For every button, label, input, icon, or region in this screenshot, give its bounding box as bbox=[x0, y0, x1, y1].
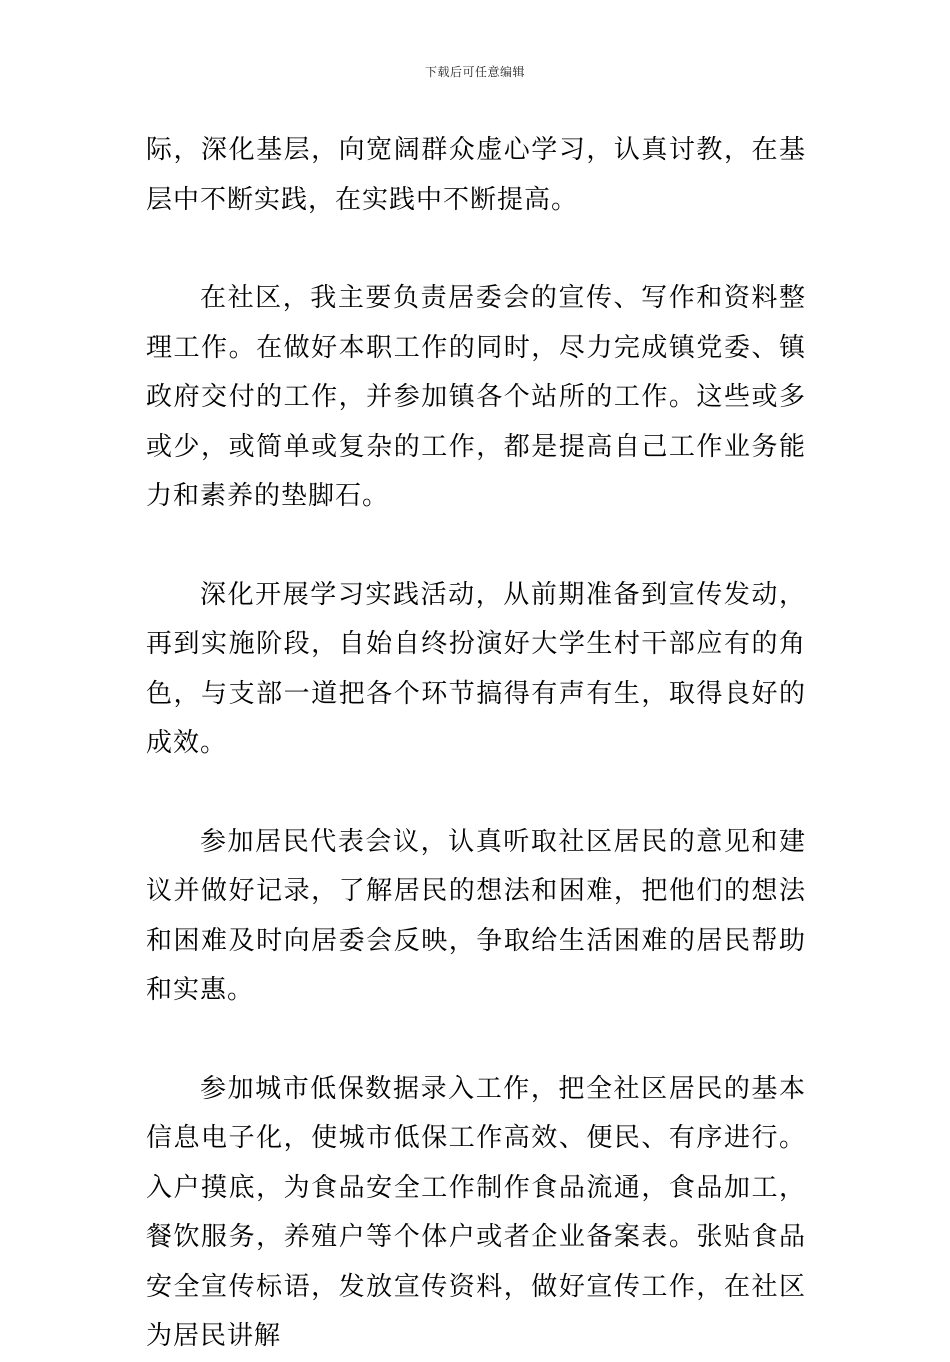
paragraph-continuation: 际，深化基层，向宽阔群众虚心学习，认真讨教，在基层中不断实践，在实践中不断提高。 bbox=[146, 135, 806, 215]
paragraph: 参加居民代表会议，认真听取社区居民的意见和建议并做好记录，了解居民的想法和困难，把他们的想法和困难及时向居委会反映，争取给生活困难的居民帮助和实惠。 bbox=[146, 826, 806, 1005]
paragraph: 深化开展学习实践活动，从前期准备到宣传发动，再到实施阶段，自始自终扮演好大学生村干部应有的角色，与支部一道把各个环节搞得有声有生，取得良好的成效。 bbox=[146, 579, 806, 758]
paragraph: 参加城市低保数据录入工作，把全社区居民的基本信息电子化，使城市低保工作高效、便民、有序进行。入户摸底，为食品安全工作制作食品流通，食品加工，餐饮服务，养殖户等个体户或者企业备案表。张贴食品安全宣传标语，发放宣传资料，做好宣传工作，在社区为居民讲解 bbox=[146, 1073, 806, 1351]
paragraph: 在社区，我主要负责居委会的宣传、写作和资料整理工作。在做好本职工作的同时，尽力完成镇党委、镇政府交付的工作，并参加镇各个站所的工作。这些或多或少，或简单或复杂的工作，都是提高自己工作业务能力和素养的垫脚石。 bbox=[146, 283, 806, 511]
page-header: 下载后可任意编辑 bbox=[424, 65, 525, 79]
document-body bbox=[146, 126, 806, 1362]
